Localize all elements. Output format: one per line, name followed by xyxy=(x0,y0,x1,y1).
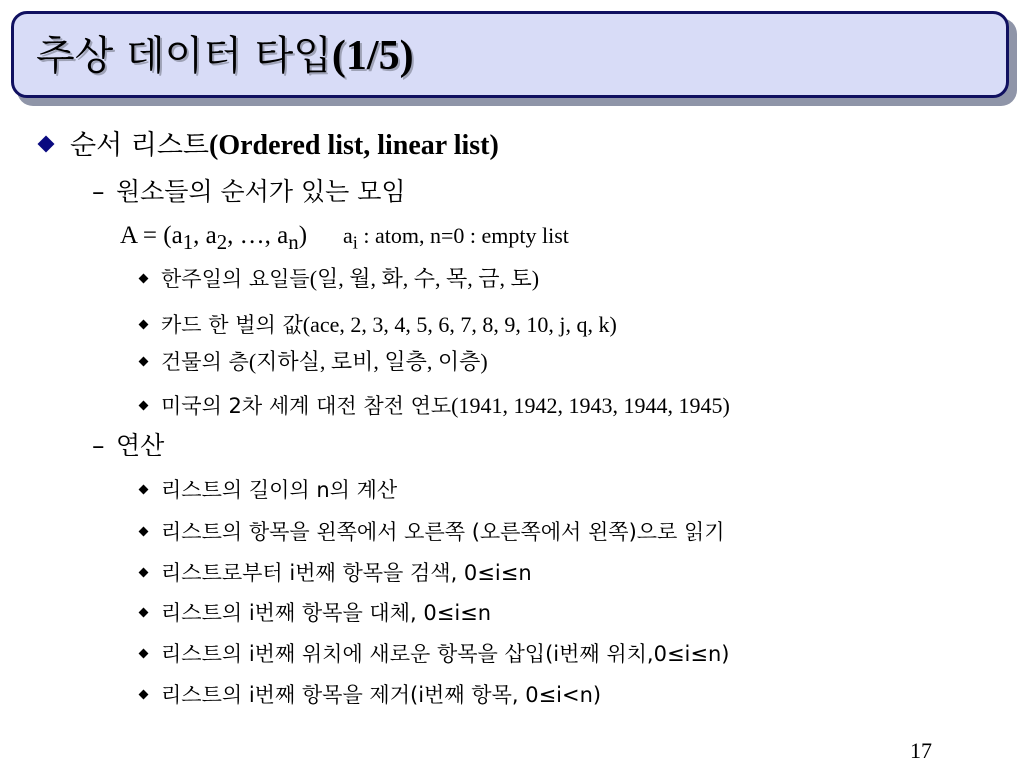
example-item: 한주일의 요일들(일, 월, 화, 수, 목, 금, 토) xyxy=(140,266,539,291)
dash-bullet: – xyxy=(92,177,105,206)
title-part-number: (1/5) xyxy=(331,33,414,79)
page-number: 17 xyxy=(910,738,932,763)
diamond-bullet-icon xyxy=(139,568,149,578)
diamond-bullet-icon xyxy=(139,527,149,537)
formula-note: $a_i$ : atom, n=0 : empty list xyxy=(343,223,569,253)
title-korean: 추상 데이터 타입 xyxy=(36,33,332,79)
diamond-bullet-icon xyxy=(139,401,149,411)
subitem-definition xyxy=(92,178,406,207)
diamond-bullet-icon xyxy=(139,649,149,659)
example-item: 건물의 층(지하실, 로비, 일층, 이층) xyxy=(140,349,488,374)
example-item: 카드 한 벌의 값(ace, 2, 3, 4, 5, 6, 7, 8, 9, 10, j, q, k) xyxy=(140,312,617,337)
example-item: 미국의 2차 세계 대전 참전 연도(1941, 1942, 1943, 1944, 1945) xyxy=(140,393,730,418)
subitem-operations xyxy=(92,432,164,461)
diamond-bullet-icon xyxy=(139,485,149,495)
subitem-operations-text: 연산 xyxy=(116,431,165,460)
operation-item: 리스트의 i번째 항목을 제거(i번째 항목, 0≤i<n) xyxy=(140,683,601,707)
diamond-bullet-icon xyxy=(139,690,149,700)
section-heading-korean: 순서 리스트 xyxy=(70,130,209,161)
operation-item: 리스트의 항목을 왼쪽에서 오른쪽 (오른쪽에서 왼쪽)으로 읽기 xyxy=(140,520,725,544)
dash-bullet: – xyxy=(92,431,105,460)
page-title xyxy=(36,28,414,84)
diamond-bullet-icon xyxy=(139,274,149,284)
diamond-bullet-icon xyxy=(139,320,149,330)
operation-item: 리스트의 i번째 위치에 새로운 항목을 삽입(i번째 위치,0≤i≤n) xyxy=(140,642,729,666)
diamond-bullet-icon xyxy=(139,357,149,367)
formula-line xyxy=(120,221,569,255)
operation-item: 리스트의 i번째 항목을 대체, 0≤i≤n xyxy=(140,601,491,625)
diamond-bullet-icon xyxy=(139,608,149,618)
formula: $A = (a_1$, $a_2$, …, $a_n$) xyxy=(120,222,308,254)
section-heading-english: (Ordered list, linear list) xyxy=(209,130,499,161)
operation-item: 리스트로부터 i번째 항목을 검색, 0≤i≤n xyxy=(140,561,532,585)
subitem-definition-text: 원소들의 순서가 있는 모임 xyxy=(116,177,406,206)
operation-item: 리스트의 길이의 n의 계산 xyxy=(140,478,397,502)
diamond-bullet-icon xyxy=(38,136,55,153)
section-heading xyxy=(40,130,499,162)
